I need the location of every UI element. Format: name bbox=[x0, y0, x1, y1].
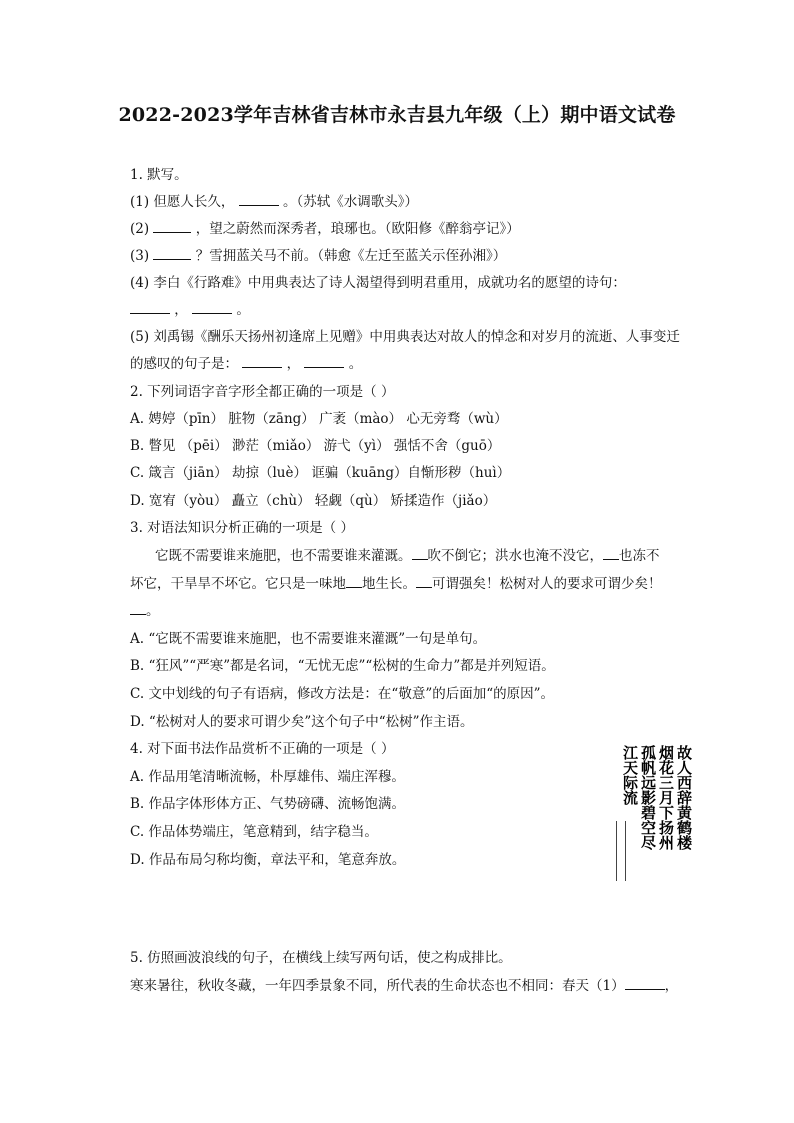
q3-option-d[interactable]: D. “松树对人的要求可谓少矣”这个句子中“松树”作主语。 bbox=[130, 714, 474, 730]
q1-heading: 1. 默写。 bbox=[130, 167, 188, 183]
q5-heading: 5. 仿照画波浪线的句子，在横线上续写两句话，使之构成排比。 bbox=[130, 950, 512, 966]
q1-item-2-text: ，望之蔚然而深秀者，琅琊也。（欧阳修《醉翁亭记》） bbox=[195, 221, 520, 237]
q3-passage-text-2c: 可谓强矣！松树对人的要求可谓少矣！ bbox=[432, 576, 662, 592]
calligraphy-column-2: 烟花三月下扬州 bbox=[657, 745, 675, 850]
q3-blank-2[interactable] bbox=[603, 546, 619, 560]
q1-item-2 bbox=[130, 217, 520, 237]
q3-passage-text-1c: 也冻不 bbox=[619, 548, 660, 564]
q3-option-c[interactable]: C. 文中划线的句子有语病，修改方法是：在“敬意”的后面加“的原因”。 bbox=[130, 686, 555, 702]
q1-item-1 bbox=[130, 190, 418, 210]
q3-passage-line-3 bbox=[130, 599, 160, 619]
q3-passage-text-2a: 坏它，干旱旱不坏它。它只是一味地 bbox=[130, 576, 346, 592]
q5-line-1-text: 寒来暑往，秋收冬藏，一年四季景象不同，所代表的生命状态也不相同：春天（1） bbox=[130, 978, 625, 994]
q3-blank-4[interactable] bbox=[416, 574, 432, 588]
q1-item-5-text: 的感叹的句子是： bbox=[130, 356, 238, 372]
q2-option-c[interactable]: C. 箴言（jiān） 劫掠（luè） 诓骗（kuāng）自惭形秽（huì） bbox=[130, 465, 511, 481]
q1-item-5-comma: ， bbox=[286, 356, 301, 372]
q5-blank-1[interactable] bbox=[625, 976, 665, 990]
q4-option-c[interactable]: C. 作品体势端庄，笔意精到，结字稳当。 bbox=[130, 824, 378, 840]
q1-blank-1[interactable] bbox=[239, 192, 279, 206]
q1-item-5-cont bbox=[130, 352, 362, 372]
q1-blank-5a[interactable] bbox=[242, 354, 282, 368]
q3-passage-text-3: 。 bbox=[146, 603, 160, 619]
calligraphy-column-1: 故人西辞黄鹤楼 bbox=[675, 745, 693, 850]
q1-item-5: (5) 刘禹锡《酬乐天扬州初逢席上见赠》中用典表达对故人的悼念和对岁月的流逝、人事变迁 bbox=[130, 329, 680, 345]
q4-option-d[interactable]: D. 作品布局匀称均衡，章法平和，笔意奔放。 bbox=[130, 852, 406, 868]
q1-item-3 bbox=[130, 244, 506, 264]
q1-item-4-blanks bbox=[130, 298, 250, 318]
q4-option-b[interactable]: B. 作品字体形体方正、气势磅礴、流畅饱满。 bbox=[130, 796, 406, 812]
q1-item-5-period: 。 bbox=[348, 356, 363, 372]
q2-heading: 2. 下列词语字音字形全都正确的一项是（ ） bbox=[130, 384, 395, 400]
q3-option-a[interactable]: A. “它既不需要谁来施肥，也不需要谁来灌溉”一句是单句。 bbox=[130, 631, 487, 647]
q1-item-1-text-a: (1) 但愿人长久， bbox=[130, 194, 235, 210]
q3-passage-line-1 bbox=[155, 544, 660, 564]
q4-heading: 4. 对下面书法作品赏析不正确的一项是（ ） bbox=[130, 741, 395, 757]
q1-blank-3[interactable] bbox=[153, 246, 191, 260]
calligraphy-column-3: 孤帆远影碧空尽 bbox=[639, 745, 657, 850]
q3-passage-text-1b: 吹不倒它；洪水也淹不没它， bbox=[427, 548, 603, 564]
q1-blank-4b[interactable] bbox=[192, 300, 232, 314]
q3-blank-5[interactable] bbox=[130, 601, 146, 615]
calligraphy-inscription bbox=[616, 821, 626, 881]
q3-option-b[interactable]: B. “狂风”“严寒”都是名词，“无忧无虑”“松树的生命力”都是并列短语。 bbox=[130, 658, 555, 674]
q4-option-a[interactable]: A. 作品用笔清晰流畅，朴厚雄伟、端庄浑穆。 bbox=[130, 769, 405, 785]
q1-item-1-text-b: 。（苏轼《水调歌头》） bbox=[283, 194, 419, 210]
q1-item-4-period: 。 bbox=[236, 302, 250, 318]
q3-heading: 3. 对语法知识分析正确的一项是（ ） bbox=[130, 520, 354, 536]
q5-line-1-end: ， bbox=[664, 978, 679, 994]
calligraphy-column-5: 江天际流 bbox=[621, 745, 639, 805]
q1-blank-4a[interactable] bbox=[130, 300, 170, 314]
q1-blank-5b[interactable] bbox=[304, 354, 344, 368]
q1-item-3-num: (3) bbox=[130, 248, 150, 264]
q2-option-d[interactable]: D. 宽宥（yòu） 矗立（chù） 轻觑（qù） 矫揉造作（jiǎo） bbox=[130, 493, 497, 509]
q2-option-a[interactable]: A. 娉婷（pīn） 脏物（zāng） 广袤（mào） 心无旁骛（wù） bbox=[130, 411, 508, 427]
q1-blank-2[interactable] bbox=[153, 219, 191, 233]
calligraphy-image bbox=[616, 745, 692, 890]
q3-blank-3[interactable] bbox=[346, 574, 362, 588]
q3-passage-text-1a: 它既不需要谁来施肥，也不需要谁来灌溉。 bbox=[155, 548, 412, 564]
q1-item-2-num: (2) bbox=[130, 221, 150, 237]
q3-blank-1[interactable] bbox=[412, 546, 428, 560]
q1-item-4: (4) 李白《行路难》中用典表达了诗人渴望得到明君重用，成就功名的愿望的诗句： bbox=[130, 275, 626, 291]
q3-passage-line-2 bbox=[130, 572, 662, 592]
q2-option-b[interactable]: B. 瞥见 （pēi） 渺茫（miǎo） 游弋（yì） 强恬不舍（guō） bbox=[130, 438, 501, 454]
q5-line-1 bbox=[130, 974, 678, 994]
page-title: 2022-2023学年吉林省吉林市永吉县九年级（上）期中语文试卷 bbox=[118, 104, 676, 126]
q1-item-3-text: ？雪拥蓝关马不前。（韩愈《左迁至蓝关示侄孙湘》） bbox=[195, 248, 507, 264]
q1-item-4-comma: ， bbox=[174, 302, 188, 318]
q3-passage-text-2b: 地生长。 bbox=[362, 576, 416, 592]
